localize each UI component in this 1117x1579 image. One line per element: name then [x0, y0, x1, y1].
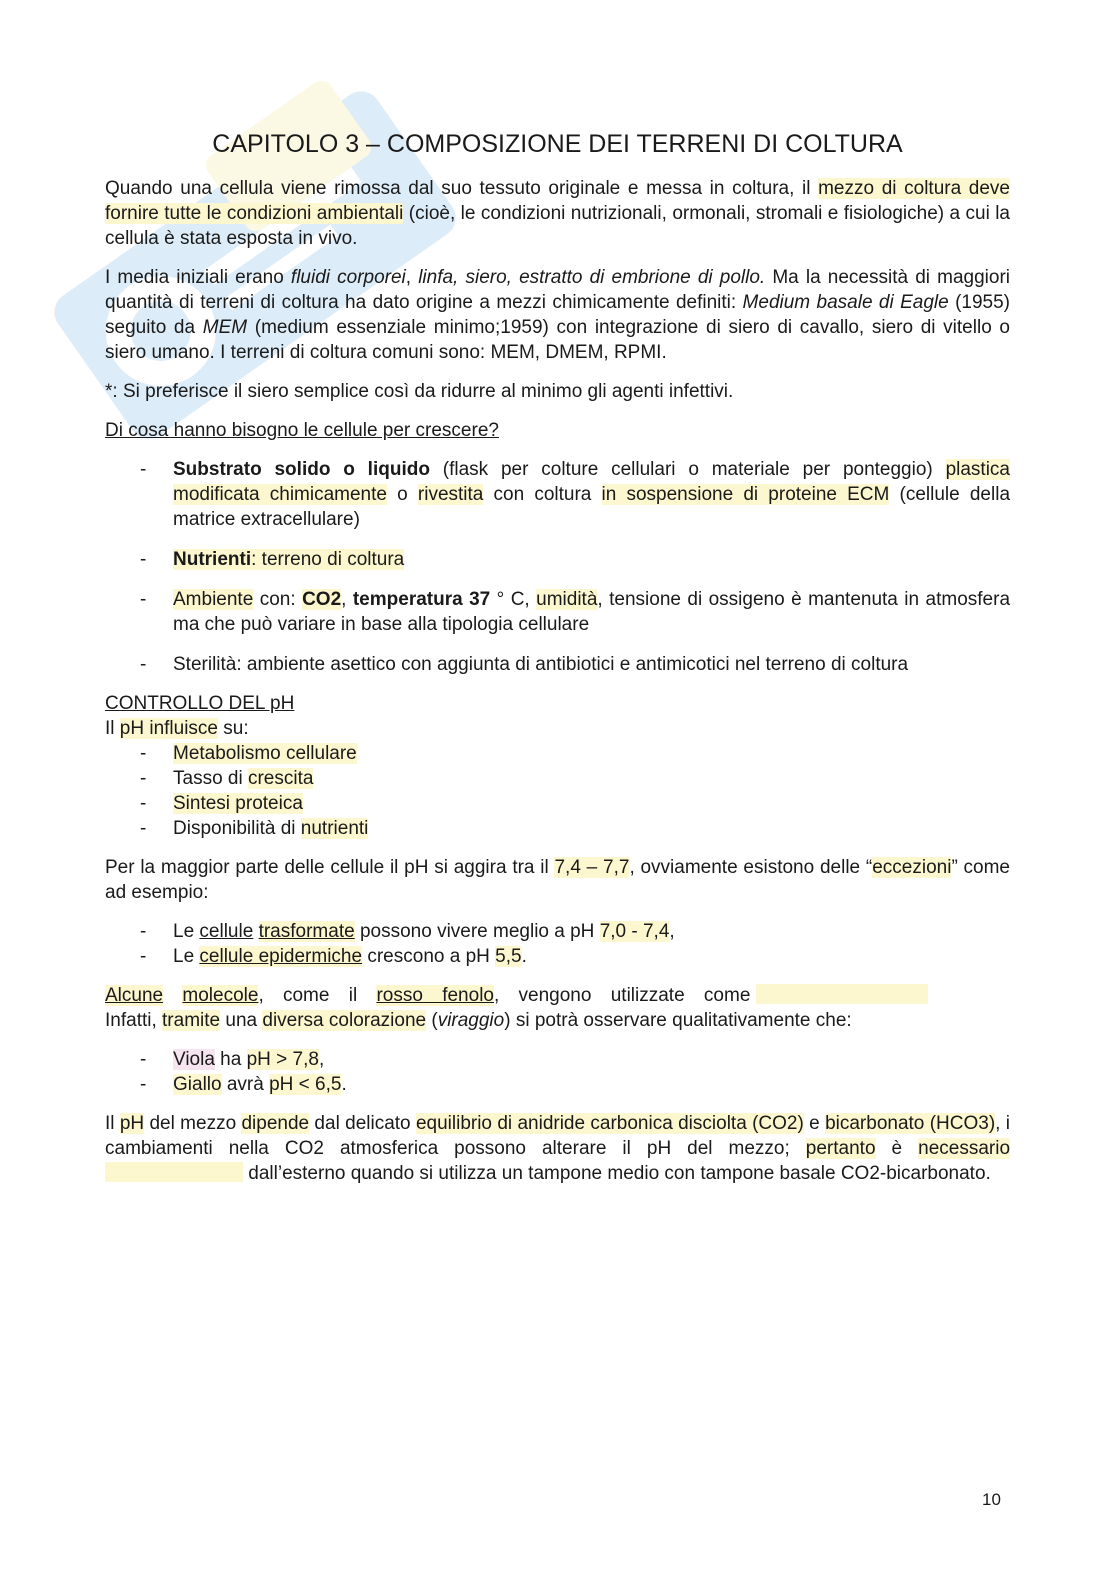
highlight: bicarbonato (HCO3) — [825, 1113, 996, 1134]
highlight: necessario — [918, 1138, 1011, 1159]
text: è — [875, 1138, 919, 1159]
highlight: Sintesi proteica — [173, 793, 303, 814]
text: ° C, — [490, 589, 537, 610]
text: con coltura — [483, 484, 602, 505]
list-item — [105, 587, 1010, 637]
text: I media iniziali erano — [105, 267, 291, 288]
underlined-highlight: molecole — [182, 985, 259, 1006]
text: , — [318, 1049, 325, 1070]
ph-intro — [105, 716, 1010, 741]
text — [253, 921, 258, 942]
highlight: eccezioni — [872, 857, 952, 878]
highlight: in sospensione di proteine ECM — [601, 484, 890, 505]
text: dall’esterno quando si utilizza un tampone medio con tampone basale CO2-bicarbonato. — [243, 1163, 991, 1184]
ph-effects-list — [105, 741, 1010, 841]
bold-text: Substrato solido o liquido — [173, 459, 430, 480]
list-item — [105, 1072, 1010, 1097]
list-item — [105, 766, 1010, 791]
underlined-highlight: Alcune — [105, 985, 164, 1006]
italic-text: linfa, siero, estratto di embrione di pollo. — [418, 267, 766, 288]
text: , — [405, 267, 419, 288]
text: (medium essenziale minimo;1959) con integrazione di siero di cavallo, siero di vitello o siero umano. I terreni di coltura comuni sono: MEM, DMEM, RPMI. — [105, 317, 1010, 363]
text: (cellule della matrice extracellulare) — [173, 484, 1011, 530]
highlight: Ambiente — [173, 589, 254, 610]
list-item — [105, 547, 1010, 572]
text: Quando una cellula viene rimossa dal suo tessuto originale e messa in coltura, il — [105, 178, 819, 199]
text: : terreno di coltura — [251, 549, 405, 570]
text: , tensione di ossigeno è mantenuta in atmosfera ma che può variare in base alla tipologia cellulare — [173, 589, 1011, 635]
highlight: mezzo di coltura deve fornire tutte le condizioni ambientali — [105, 178, 1010, 224]
list-item — [105, 457, 1010, 532]
highlight: pH — [119, 1113, 145, 1134]
highlight: diversa colorazione — [262, 1010, 427, 1031]
highlight: pH > 7,8 — [246, 1049, 319, 1070]
text: Il — [105, 718, 120, 739]
bold-text: temperatura 37 — [352, 589, 491, 610]
bold-highlight: CO2 — [302, 589, 342, 610]
highlight: plastica modificata chimicamente — [173, 459, 1010, 505]
text: Le — [173, 921, 200, 942]
highlight: crescita — [247, 768, 314, 789]
highlight: Giallo — [173, 1074, 222, 1095]
exceptions-list — [105, 919, 1010, 969]
italic-text: fluidi corporei — [290, 267, 406, 288]
highlight: 7,4 – 7,7 — [554, 857, 630, 878]
colors-list — [105, 1047, 1010, 1097]
highlight: pH < 6,5 — [269, 1074, 342, 1095]
bold-text: Nutrienti — [173, 549, 252, 570]
text: (flask per colture cellulari o materiale per ponteggio) — [429, 459, 946, 480]
highlight: 5,5 — [495, 946, 522, 967]
text: o — [386, 484, 418, 505]
text: possono vivere meglio a pH — [354, 921, 600, 942]
highlight: nutrienti — [300, 818, 369, 839]
list-item — [105, 816, 1010, 841]
highlight: equilibrio di anidride carbonica disciolta (CO2) — [415, 1113, 804, 1134]
paragraph-indicators — [105, 983, 1010, 1033]
underlined-highlight: cellule epidermiche — [199, 946, 363, 967]
text: Infatti, — [105, 1010, 163, 1031]
text: . — [341, 1074, 347, 1095]
highlight: umidità — [536, 589, 598, 610]
text: ) si potrà osservare qualitativamente che: — [504, 1010, 852, 1031]
text: , vengono utilizzate come — [493, 985, 751, 1006]
highlight: pH influisce — [119, 718, 218, 739]
blank-highlight — [756, 984, 928, 1004]
text: , — [341, 589, 353, 610]
text: . — [521, 946, 527, 967]
paragraph-note: *: Si preferisce il siero semplice così da ridurre al minimo gli agenti infettivi. — [105, 381, 734, 402]
list-item — [105, 791, 1010, 816]
highlight: pertanto — [805, 1138, 876, 1159]
text: , come il — [258, 985, 377, 1006]
document-page — [105, 128, 1010, 1200]
paragraph-ph-range — [105, 855, 1010, 905]
list-item — [105, 1047, 1010, 1072]
text: Le — [173, 946, 200, 967]
text: ha — [214, 1049, 247, 1070]
text: Ma la necessità di maggiori quantità di terreni di coltura ha dato origine a mezzi chimicamente definiti: — [105, 267, 1010, 313]
underlined-text: Di cosa hanno bisogno le cellule per crescere? — [105, 420, 499, 441]
text: avrà — [221, 1074, 270, 1095]
text: Il — [105, 1113, 120, 1134]
paragraph-intro — [105, 176, 1010, 251]
highlight: Metabolismo cellulare — [173, 743, 357, 764]
italic-text: Medium basale di Eagle — [742, 292, 949, 313]
text: con: — [253, 589, 303, 610]
text: del mezzo — [144, 1113, 242, 1134]
text: dal delicato — [309, 1113, 416, 1134]
highlight: tramite — [162, 1010, 221, 1031]
blank-highlight — [105, 1162, 243, 1182]
question-heading — [105, 418, 1010, 443]
underlined-highlight: rosso fenolo — [376, 985, 494, 1006]
highlight: Viola — [173, 1049, 215, 1070]
text: , i cambiamenti nella CO2 atmosferica possono alterare il pH del mezzo; — [105, 1113, 1010, 1159]
text: Per la maggior parte delle cellule il pH si aggira tra il — [105, 857, 555, 878]
text: Disponibilità di — [173, 818, 301, 839]
paragraph-buffer — [105, 1111, 1010, 1186]
text: (1955) seguito da — [105, 292, 1011, 338]
text: crescono a pH — [362, 946, 496, 967]
list-item — [105, 944, 1010, 969]
text: su: — [218, 718, 249, 739]
needs-list — [105, 457, 1010, 677]
highlight: dipende — [241, 1113, 310, 1134]
italic-text: MEM — [202, 317, 248, 338]
italic-text: viraggio — [437, 1010, 505, 1031]
list-item: - Sterilità: ambiente asettico con aggiunta di antibiotici e antimicotici nel terreno di coltura — [105, 652, 1010, 677]
text — [163, 985, 182, 1006]
underlined-highlight: trasformate — [258, 921, 355, 942]
section-heading-ph — [105, 691, 1010, 716]
list-item — [105, 919, 1010, 944]
text: , — [669, 921, 675, 942]
chapter-title: CAPITOLO 3 – COMPOSIZIONE DEI TERRENI DI COLTURA — [212, 130, 903, 158]
paragraph-media — [105, 265, 1010, 365]
text: (cioè, le condizioni nutrizionali, ormonali, stromali e fisiologiche) a cui la cellula è stata esposta in vivo. — [105, 203, 1010, 249]
list-item — [105, 741, 1010, 766]
underlined-text: CONTROLLO DEL pH — [105, 693, 295, 714]
highlight: 7,0 - 7,4 — [599, 921, 670, 942]
text: ” come ad esempio: — [105, 857, 1010, 903]
text: e — [803, 1113, 826, 1134]
underlined-text: cellule — [199, 921, 254, 942]
page-number: 10 — [982, 1490, 1001, 1509]
text: Tasso di — [173, 768, 248, 789]
text: una — [220, 1010, 263, 1031]
text: , ovviamente esistono delle “ — [629, 857, 873, 878]
highlight: rivestita — [417, 484, 484, 505]
text: ( — [426, 1010, 438, 1031]
